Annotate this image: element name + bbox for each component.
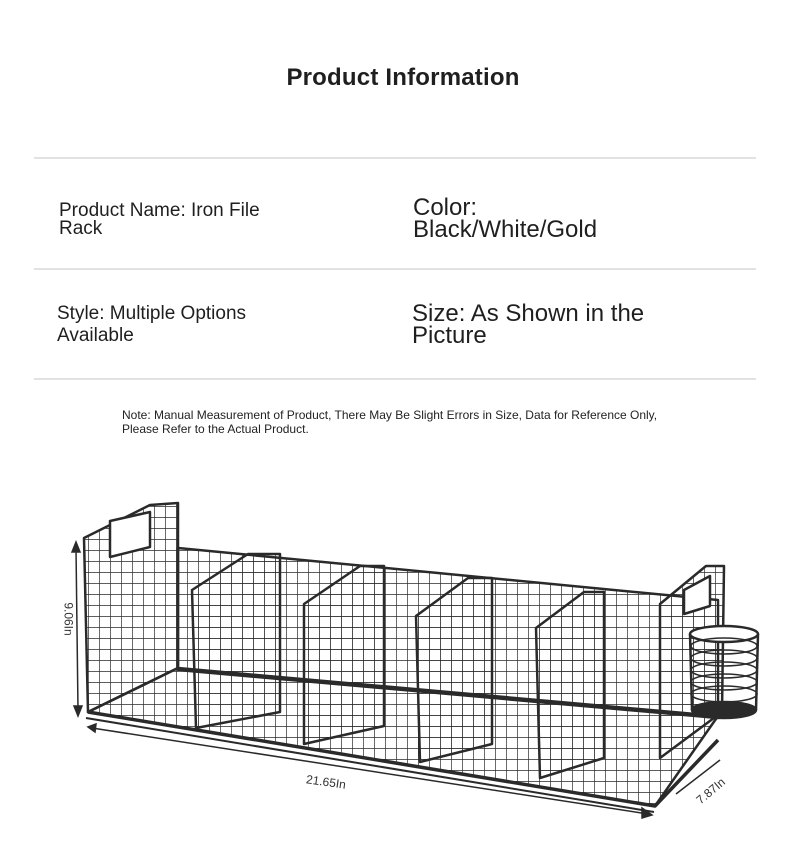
measurement-note: Note: Manual Measurement of Product, There May Be Slight Errors in Size, Data for Reference Only, Please Refer to the Actual Product. <box>122 408 658 436</box>
dimension-length: 21.65In <box>305 772 347 792</box>
dimension-height: 9.06In <box>61 602 76 636</box>
divider <box>34 268 756 270</box>
page-title: Product Information <box>286 64 520 91</box>
divider <box>34 157 756 159</box>
dimension-width: 7.87In <box>693 774 728 808</box>
product-illustration <box>0 480 790 853</box>
spec-style: Style: Multiple Options Available <box>57 303 247 346</box>
cup-holder <box>692 702 756 718</box>
spec-product-name: Product Name: Iron File Rack <box>59 200 260 239</box>
divider-4 <box>536 592 604 778</box>
divider-1 <box>192 554 280 728</box>
spec-color: Color: Black/White/Gold <box>413 194 598 243</box>
spec-size: Size: As Shown in the Picture <box>412 300 645 349</box>
divider <box>34 378 756 380</box>
